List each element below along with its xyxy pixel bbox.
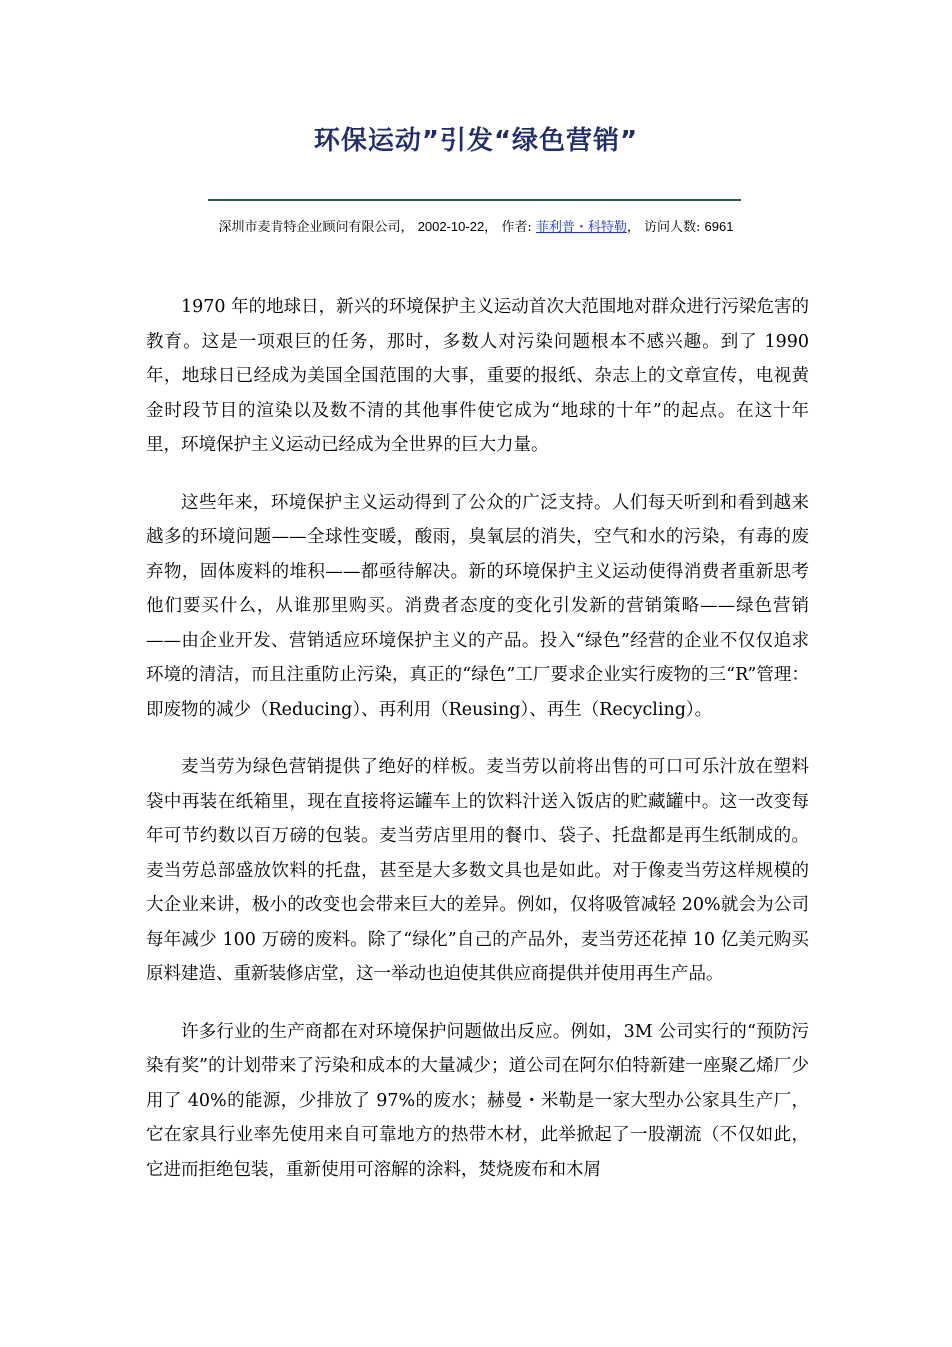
meta-visits-label: ， 访问人数: xyxy=(626,220,701,235)
paragraph: 许多行业的生产商都在对环境保护问题做出反应。例如，3M 公司实行的“预防污染有奖”的计划带来了污染和成本的大量减少；道公司在阿尔伯特新建一座聚乙烯厂少用了 40%的能源，少排放了 97%的废水；赫曼・米勒是一家大型办公家具生产厂，它在家具行业率先使用来自可靠地方的热带木材，此举掀起了一股潮流（不仅如此，它进而拒绝包装，重新使用可溶解的涂料，焚烧废布和木屑 xyxy=(146,1021,809,1180)
meta-visits-count: 6961 xyxy=(704,219,734,234)
paragraph: 麦当劳为绿色营销提供了绝好的样板。麦当劳以前将出售的可口可乐汁放在塑料袋中再装在纸箱里，现在直接将运罐车上的饮料汁送入饭店的贮藏罐中。这一改变每年可节约数以百万磅的包装。麦当劳店里用的餐巾、袋子、托盘都是再生纸制成的。麦当劳总部盛放饮料的托盘，甚至是大多数文具也是如此。对于像麦当劳这样规模的大企业来讲，极小的改变也会带来巨大的差异。例如，仅将吸管减轻 20%就会为公司每年减少 100 万磅的废料。除了“绿化”自己的产品外，麦当劳还花掉 10 亿美元购买原料建造、重新装修店堂，这一举动也迫使其供应商提供并使用再生产品。 xyxy=(146,757,809,984)
meta-author-label: 作者: xyxy=(501,220,532,235)
meta-company: 深圳市麦肯特企业顾问有限公司， xyxy=(218,220,414,235)
paragraph: 1970 年的地球日，新兴的环境保护主义运动首次大范围地对群众进行污梁危害的教育。这是一项艰巨的任务，那时，多数人对污染问题根本不感兴趣。到了 1990 年，地球日已经成为美国全国范围的大事，重要的报纸、杂志上的文章宣传，电视黄金时段节目的渲染以及数不清的其他事件使它成为“地球的十年”的起点。在这十年里，环境保护主义运动已经成为全世界的巨大力量。 xyxy=(146,297,809,455)
author-link[interactable]: 菲利普・科特勒 xyxy=(535,220,627,235)
article-body xyxy=(146,290,809,1210)
article-meta xyxy=(0,216,952,235)
meta-date: 2002-10-22， xyxy=(417,219,498,234)
title-divider xyxy=(208,199,741,201)
article-title: 环保运动”引发“绿色营销” xyxy=(313,126,639,156)
paragraph: 这些年来，环境保护主义运动得到了公众的广泛支持。人们每天听到和看到越来越多的环境问题——全球性变暖，酸雨，臭氧层的消失，空气和水的污染，有毒的废弃物，固体废料的堆积——都亟待解决。新的环境保护主义运动使得消费者重新思考他们要买什么，从谁那里购买。消费者态度的变化引发新的营销策略——绿色营销——由企业开发、营销适应环境保护主义的产品。投入“绿色”经营的企业不仅仅追求环境的清洁，而且注重防止污染，真正的“绿色”工厂要求企业实行废物的三“R”管理：即废物的减少（Reducing）、再利用（Reusing）、再生（Recycling）。 xyxy=(146,492,809,720)
